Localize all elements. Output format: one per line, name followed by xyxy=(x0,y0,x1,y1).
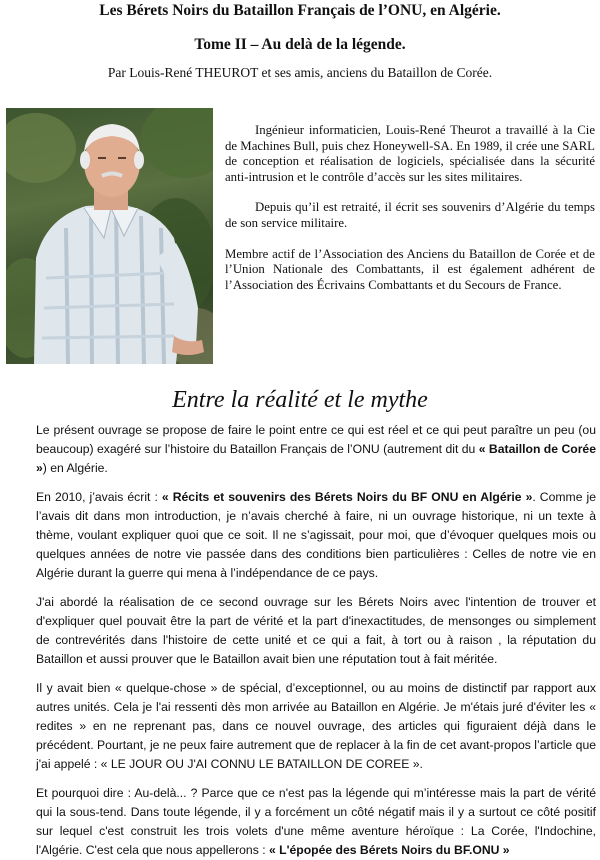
text-run: . Comme je l’avais dit dans mon introduction, je n’avais cherché à faire, ni un ouvrage historique, ni un texte à thème, voulant expliquer quoi que ce soit. Il ne s’agissait, pour moi, que d’évoquer quelques mois ou quelques années de notre vie passée dans des conditions bien particulières : Celles de notre vie en Algérie durant la guerre qui mena à l’indépendance de ce pays. xyxy=(36,490,596,580)
document-subtitle: Tome II – Au delà de la légende. xyxy=(194,36,406,53)
text-run: En 2010, j’avais écrit : xyxy=(36,490,162,504)
body-paragraph xyxy=(36,421,596,478)
bio-paragraph: Ingénieur informaticien, Louis-René Theurot a travaillé à la Cie de Machines Bull, puis chez Honeywell-SA. En 1989, il crée une SARL de conception et réalisation de logiciels, spécialisée dans la sécurité anti-intrusion et le contrôle d’accès sur les sites militaires. xyxy=(225,123,595,184)
author-byline: Par Louis-René THEUROT et ses amis, anciens du Bataillon de Corée. xyxy=(107,65,493,80)
text-run: Le présent ouvrage se propose de faire le point entre ce qui est réel et ce qui peut paraître un peu (ou beaucoup) exagéré sur l’histoire du Bataillon Français de l’ONU (autrement dit du xyxy=(36,423,596,456)
bio-paragraph: Membre actif de l’Association des Anciens du Bataillon de Corée et de l’Union Nationale des Combattants, il est également adhérent de l’Association des Écrivains Combattants et du Secours de France. xyxy=(225,246,595,292)
bold-run: « L'épopée des Bérets Noirs du BF.ONU » xyxy=(268,843,510,857)
bold-run: « Bataillon de Corée » xyxy=(36,442,596,475)
section-heading: Entre la réalité et le mythe xyxy=(172,387,428,413)
author-bio xyxy=(225,123,595,308)
body-text xyxy=(36,421,596,860)
body-paragraph xyxy=(36,784,596,860)
author-photo xyxy=(6,108,213,364)
text-run: Et pourquoi dire : Au-delà... ? Parce que ce n'est pas la légende qui m’intéresse mais la part de vérité qui la sous-tend. Dans toute légende, il y a forcément un côté négatif mais il y a surtout ce côté positif sur lequel c'est construit les trois volets d'une même aventure héroïque : La Corée, l'Indochine, l'Algérie. C'est cela que nous appellerons : xyxy=(36,786,596,857)
body-paragraph xyxy=(36,488,596,583)
text-run: ) en Algérie. xyxy=(42,461,108,475)
body-paragraph: J'ai abordé la réalisation de ce second ouvrage sur les Bérets Noirs avec l'intention de trouver et d'expliquer quel pouvait être la part de vérité et la part d'inexactitudes, de mensonges ou simplement de contrevérités dans l'histoire de cette unité et ce qui a fait, à tort ou à raison , la réputation du Bataillon et aussi prouver que le Bataillon avait bien une réputation tout à fait méritée. xyxy=(36,595,596,666)
bold-run: « Récits et souvenirs des Bérets Noirs du BF ONU en Algérie » xyxy=(161,490,533,504)
document-title: Les Bérets Noirs du Bataillon Français de l’ONU, en Algérie. xyxy=(99,2,501,19)
bio-paragraph: Depuis qu’il est retraité, il écrit ses souvenirs d’Algérie du temps de son service militaire. xyxy=(225,200,595,230)
body-paragraph: Il y avait bien « quelque-chose » de spécial, d’exceptionnel, ou au moins de distinctif par rapport aux autres unités. Cela je l'ai ressenti dès mon arrivée au Bataillon en Algérie. Je m'étais juré d'éviter les « redites » en ne reprenant pas, dans ce nouvel ouvrage, des articles qui figuraient déjà dans le précédent. Pourtant, je ne peux faire autrement que de replacer à la fin de cet avant-propos l’article que j'ai appelé : « LE JOUR OU J'AI CONNU LE BATAILLON DE COREE ». xyxy=(36,681,596,771)
